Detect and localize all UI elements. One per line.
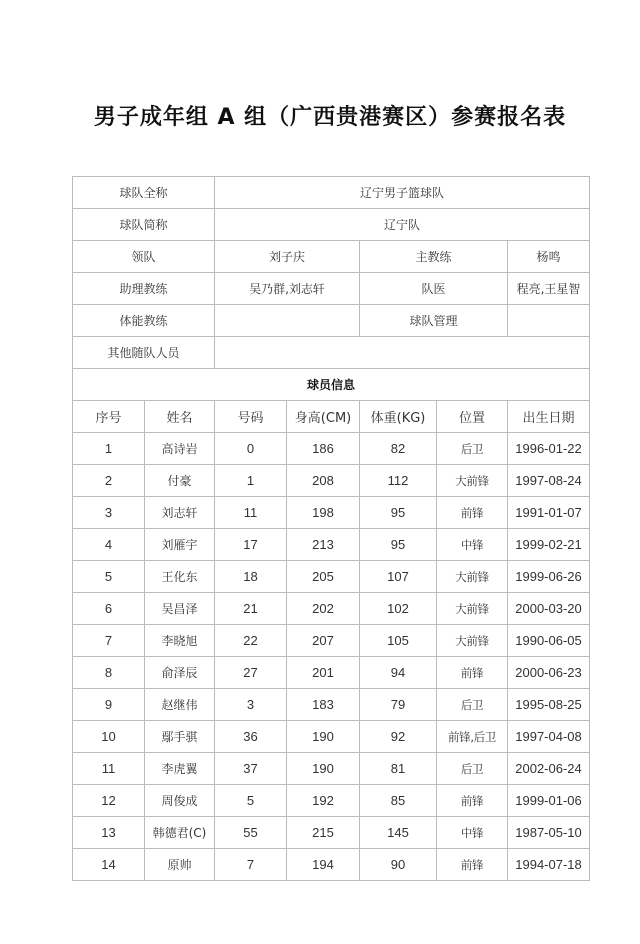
team-full-name-row xyxy=(73,177,590,209)
birth-date-cell: 1996-01-22 xyxy=(508,433,590,465)
player-name-cell: 刘雁宇 xyxy=(145,529,215,561)
position-cell: 后卫 xyxy=(437,433,508,465)
team-short-name-row xyxy=(73,209,590,241)
weight-cell: 95 xyxy=(360,529,437,561)
column-header: 姓名 xyxy=(145,401,215,433)
leader-label: 领队 xyxy=(73,241,215,273)
weight-cell: 145 xyxy=(360,817,437,849)
doctor-value: 程亮,王星智 xyxy=(508,273,590,305)
assistant-coach-row xyxy=(73,273,590,305)
birth-date-cell: 2000-03-20 xyxy=(508,593,590,625)
birth-date-cell: 1999-01-06 xyxy=(508,785,590,817)
birth-date-cell: 2000-06-23 xyxy=(508,657,590,689)
jersey-number-cell: 5 xyxy=(215,785,287,817)
player-row xyxy=(73,849,590,881)
birth-date-cell: 1987-05-10 xyxy=(508,817,590,849)
height-cell: 201 xyxy=(287,657,360,689)
height-cell: 207 xyxy=(287,625,360,657)
height-cell: 202 xyxy=(287,593,360,625)
leader-row xyxy=(73,241,590,273)
fitness-coach-row xyxy=(73,305,590,337)
player-row xyxy=(73,721,590,753)
player-number-cell: 9 xyxy=(73,689,145,721)
player-name-cell: 原帅 xyxy=(145,849,215,881)
height-cell: 186 xyxy=(287,433,360,465)
player-name-cell: 李虎翼 xyxy=(145,753,215,785)
player-number-cell: 5 xyxy=(73,561,145,593)
player-row xyxy=(73,529,590,561)
players-section-row xyxy=(73,369,590,401)
jersey-number-cell: 0 xyxy=(215,433,287,465)
height-cell: 215 xyxy=(287,817,360,849)
weight-cell: 82 xyxy=(360,433,437,465)
player-name-cell: 王化东 xyxy=(145,561,215,593)
jersey-number-cell: 18 xyxy=(215,561,287,593)
jersey-number-cell: 27 xyxy=(215,657,287,689)
team-short-name-value: 辽宁队 xyxy=(215,209,590,241)
team-short-name-label: 球队简称 xyxy=(73,209,215,241)
jersey-number-cell: 37 xyxy=(215,753,287,785)
jersey-number-cell: 17 xyxy=(215,529,287,561)
position-cell: 前锋 xyxy=(437,497,508,529)
registration-table xyxy=(72,176,590,881)
weight-cell: 112 xyxy=(360,465,437,497)
doctor-label: 队医 xyxy=(360,273,508,305)
column-header: 位置 xyxy=(437,401,508,433)
position-cell: 前锋 xyxy=(437,849,508,881)
player-row xyxy=(73,433,590,465)
height-cell: 213 xyxy=(287,529,360,561)
team-full-name-value: 辽宁男子篮球队 xyxy=(215,177,590,209)
column-header: 出生日期 xyxy=(508,401,590,433)
position-cell: 前锋 xyxy=(437,785,508,817)
player-rows xyxy=(73,433,590,881)
weight-cell: 92 xyxy=(360,721,437,753)
height-cell: 208 xyxy=(287,465,360,497)
weight-cell: 90 xyxy=(360,849,437,881)
player-row xyxy=(73,657,590,689)
jersey-number-cell: 21 xyxy=(215,593,287,625)
team-manager-label: 球队管理 xyxy=(360,305,508,337)
position-cell: 前锋,后卫 xyxy=(437,721,508,753)
birth-date-cell: 1994-07-18 xyxy=(508,849,590,881)
height-cell: 198 xyxy=(287,497,360,529)
height-cell: 190 xyxy=(287,721,360,753)
player-name-cell: 韩德君(C) xyxy=(145,817,215,849)
position-cell: 大前锋 xyxy=(437,593,508,625)
jersey-number-cell: 3 xyxy=(215,689,287,721)
weight-cell: 85 xyxy=(360,785,437,817)
position-cell: 后卫 xyxy=(437,753,508,785)
team-manager-value xyxy=(508,305,590,337)
height-cell: 194 xyxy=(287,849,360,881)
player-row xyxy=(73,593,590,625)
player-number-cell: 14 xyxy=(73,849,145,881)
jersey-number-cell: 55 xyxy=(215,817,287,849)
column-header: 身高(CM) xyxy=(287,401,360,433)
player-name-cell: 鄢手骐 xyxy=(145,721,215,753)
weight-cell: 102 xyxy=(360,593,437,625)
position-cell: 后卫 xyxy=(437,689,508,721)
leader-value: 刘子庆 xyxy=(215,241,360,273)
column-header: 号码 xyxy=(215,401,287,433)
other-staff-row xyxy=(73,337,590,369)
player-row xyxy=(73,625,590,657)
player-number-cell: 11 xyxy=(73,753,145,785)
height-cell: 205 xyxy=(287,561,360,593)
player-row xyxy=(73,817,590,849)
player-name-cell: 李晓旭 xyxy=(145,625,215,657)
player-number-cell: 13 xyxy=(73,817,145,849)
weight-cell: 79 xyxy=(360,689,437,721)
players-section-title: 球员信息 xyxy=(73,369,590,401)
player-row xyxy=(73,497,590,529)
document-title: 男子成年组 A 组（广西贵港赛区）参赛报名表 xyxy=(93,105,567,130)
fitness-coach-value xyxy=(215,305,360,337)
player-number-cell: 12 xyxy=(73,785,145,817)
head-coach-label: 主教练 xyxy=(360,241,508,273)
column-header: 体重(KG) xyxy=(360,401,437,433)
assistant-coach-value: 吴乃群,刘志轩 xyxy=(215,273,360,305)
head-coach-value: 杨鸣 xyxy=(508,241,590,273)
birth-date-cell: 1990-06-05 xyxy=(508,625,590,657)
other-staff-label: 其他随队人员 xyxy=(73,337,215,369)
fitness-coach-label: 体能教练 xyxy=(73,305,215,337)
birth-date-cell: 1999-02-21 xyxy=(508,529,590,561)
jersey-number-cell: 36 xyxy=(215,721,287,753)
player-name-cell: 吴昌泽 xyxy=(145,593,215,625)
weight-cell: 94 xyxy=(360,657,437,689)
player-number-cell: 2 xyxy=(73,465,145,497)
weight-cell: 81 xyxy=(360,753,437,785)
jersey-number-cell: 1 xyxy=(215,465,287,497)
player-row xyxy=(73,561,590,593)
height-cell: 192 xyxy=(287,785,360,817)
assistant-coach-label: 助理教练 xyxy=(73,273,215,305)
birth-date-cell: 2002-06-24 xyxy=(508,753,590,785)
position-cell: 大前锋 xyxy=(437,561,508,593)
player-number-cell: 8 xyxy=(73,657,145,689)
birth-date-cell: 1995-08-25 xyxy=(508,689,590,721)
column-header: 序号 xyxy=(73,401,145,433)
player-name-cell: 高诗岩 xyxy=(145,433,215,465)
weight-cell: 105 xyxy=(360,625,437,657)
position-cell: 中锋 xyxy=(437,529,508,561)
birth-date-cell: 1991-01-07 xyxy=(508,497,590,529)
height-cell: 190 xyxy=(287,753,360,785)
weight-cell: 95 xyxy=(360,497,437,529)
position-cell: 中锋 xyxy=(437,817,508,849)
player-name-cell: 赵继伟 xyxy=(145,689,215,721)
birth-date-cell: 1997-04-08 xyxy=(508,721,590,753)
player-row xyxy=(73,753,590,785)
birth-date-cell: 1997-08-24 xyxy=(508,465,590,497)
birth-date-cell: 1999-06-26 xyxy=(508,561,590,593)
player-name-cell: 刘志轩 xyxy=(145,497,215,529)
player-number-cell: 1 xyxy=(73,433,145,465)
player-row xyxy=(73,465,590,497)
player-number-cell: 4 xyxy=(73,529,145,561)
weight-cell: 107 xyxy=(360,561,437,593)
player-number-cell: 10 xyxy=(73,721,145,753)
player-name-cell: 俞泽辰 xyxy=(145,657,215,689)
other-staff-value xyxy=(215,337,590,369)
jersey-number-cell: 22 xyxy=(215,625,287,657)
jersey-number-cell: 7 xyxy=(215,849,287,881)
player-row xyxy=(73,785,590,817)
jersey-number-cell: 11 xyxy=(215,497,287,529)
player-number-cell: 6 xyxy=(73,593,145,625)
players-header-row xyxy=(73,401,590,433)
position-cell: 大前锋 xyxy=(437,465,508,497)
player-name-cell: 付豪 xyxy=(145,465,215,497)
player-row xyxy=(73,689,590,721)
player-name-cell: 周俊成 xyxy=(145,785,215,817)
player-number-cell: 3 xyxy=(73,497,145,529)
team-full-name-label: 球队全称 xyxy=(73,177,215,209)
player-number-cell: 7 xyxy=(73,625,145,657)
position-cell: 前锋 xyxy=(437,657,508,689)
height-cell: 183 xyxy=(287,689,360,721)
position-cell: 大前锋 xyxy=(437,625,508,657)
